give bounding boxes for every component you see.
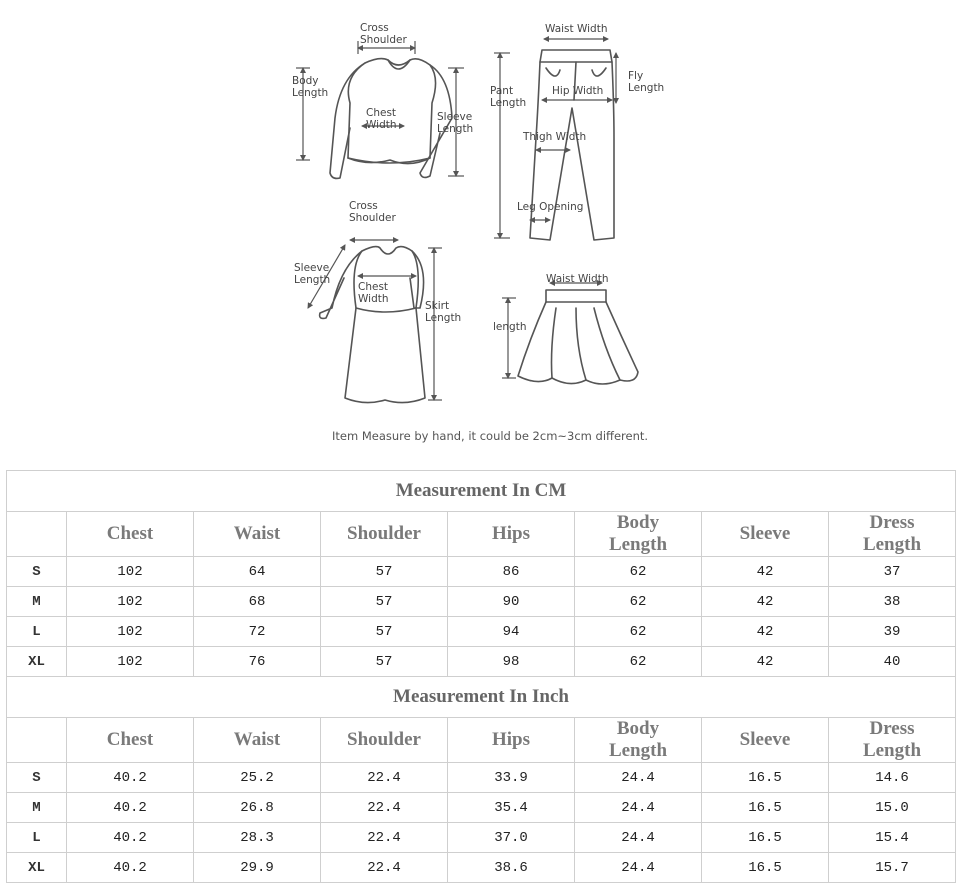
measurement-cell: 15.7 bbox=[829, 853, 956, 883]
measurement-cell: 62 bbox=[575, 557, 702, 587]
measurement-cell: 40.2 bbox=[67, 763, 194, 793]
column-header: Shoulder bbox=[321, 512, 448, 557]
measurement-cell: 86 bbox=[448, 557, 575, 587]
measurement-cell: 57 bbox=[321, 647, 448, 677]
measurement-cell: 15.4 bbox=[829, 823, 956, 853]
column-header: Dress Length bbox=[829, 718, 956, 763]
measurement-cell: 40.2 bbox=[67, 823, 194, 853]
measurement-cell: 25.2 bbox=[194, 763, 321, 793]
size-label: M bbox=[7, 587, 67, 617]
column-header: Chest bbox=[67, 718, 194, 763]
header-row bbox=[7, 512, 956, 557]
header-corner bbox=[7, 718, 67, 763]
measurement-cell: 16.5 bbox=[702, 763, 829, 793]
size-row bbox=[7, 557, 956, 587]
size-label: XL bbox=[7, 853, 67, 883]
skirt-illustration bbox=[518, 290, 638, 384]
measurement-diagram bbox=[280, 8, 690, 453]
measurement-cell: 39 bbox=[829, 617, 956, 647]
size-row bbox=[7, 763, 956, 793]
measure-note: Item Measure by hand, it could be 2cm~3cm different. bbox=[332, 429, 649, 443]
measurement-cell: 42 bbox=[702, 647, 829, 677]
label-skirt-length: Skirt Length bbox=[425, 300, 462, 324]
label-sleeve-length-dress: Sleeve Length bbox=[294, 262, 331, 286]
measurement-cell: 15.0 bbox=[829, 793, 956, 823]
measurement-cell: 62 bbox=[575, 647, 702, 677]
label-waist-width-skirt: Waist Width bbox=[546, 273, 609, 285]
label-body-length: Body Length bbox=[292, 75, 329, 99]
measurement-cell: 28.3 bbox=[194, 823, 321, 853]
measurement-cell: 22.4 bbox=[321, 793, 448, 823]
column-header: Sleeve bbox=[702, 512, 829, 557]
measurement-cell: 102 bbox=[67, 617, 194, 647]
measurement-cell: 102 bbox=[67, 557, 194, 587]
measurement-cell: 16.5 bbox=[702, 823, 829, 853]
measurement-cell: 102 bbox=[67, 587, 194, 617]
measurement-cell: 14.6 bbox=[829, 763, 956, 793]
column-header: Dress Length bbox=[829, 512, 956, 557]
column-header: Hips bbox=[448, 718, 575, 763]
measurement-cell: 40.2 bbox=[67, 793, 194, 823]
size-label: XL bbox=[7, 647, 67, 677]
measurement-cell: 37.0 bbox=[448, 823, 575, 853]
size-label: M bbox=[7, 793, 67, 823]
column-header: Shoulder bbox=[321, 718, 448, 763]
measurement-cell: 37 bbox=[829, 557, 956, 587]
measurement-cell: 102 bbox=[67, 647, 194, 677]
measurement-cell: 33.9 bbox=[448, 763, 575, 793]
measurement-cell: 24.4 bbox=[575, 793, 702, 823]
measurement-cell: 90 bbox=[448, 587, 575, 617]
column-header: Chest bbox=[67, 512, 194, 557]
size-table-inch bbox=[6, 676, 956, 883]
measurement-cell: 42 bbox=[702, 557, 829, 587]
label-pant-length: Pant Length bbox=[490, 85, 527, 109]
measurement-cell: 98 bbox=[448, 647, 575, 677]
measurement-cell: 38 bbox=[829, 587, 956, 617]
column-header: Body Length bbox=[575, 512, 702, 557]
column-header: Waist bbox=[194, 718, 321, 763]
size-label: S bbox=[7, 557, 67, 587]
measurement-cell: 64 bbox=[194, 557, 321, 587]
measurement-cell: 42 bbox=[702, 587, 829, 617]
measurement-cell: 42 bbox=[702, 617, 829, 647]
measurement-cell: 24.4 bbox=[575, 853, 702, 883]
measurement-cell: 94 bbox=[448, 617, 575, 647]
measurement-cell: 62 bbox=[575, 587, 702, 617]
label-leg-opening: Leg Opening bbox=[517, 201, 584, 213]
column-header: Waist bbox=[194, 512, 321, 557]
size-row bbox=[7, 853, 956, 883]
measurement-cell: 35.4 bbox=[448, 793, 575, 823]
measurement-cell: 16.5 bbox=[702, 853, 829, 883]
label-thigh-width: Thigh Width bbox=[523, 131, 587, 143]
label-hip-width: Hip Width bbox=[552, 85, 604, 97]
measurement-cell: 72 bbox=[194, 617, 321, 647]
table-title: Measurement In Inch bbox=[7, 677, 956, 718]
column-header: Hips bbox=[448, 512, 575, 557]
size-label: L bbox=[7, 617, 67, 647]
column-header: Body Length bbox=[575, 718, 702, 763]
column-header: Sleeve bbox=[702, 718, 829, 763]
measurement-cell: 26.8 bbox=[194, 793, 321, 823]
measurement-cell: 68 bbox=[194, 587, 321, 617]
measurement-cell: 16.5 bbox=[702, 793, 829, 823]
measurement-cell: 24.4 bbox=[575, 823, 702, 853]
label-cross-shoulder-top: Cross Shoulder bbox=[360, 22, 407, 46]
label-chest-width-dress: Chest Width bbox=[358, 281, 389, 305]
measurement-cell: 22.4 bbox=[321, 853, 448, 883]
measurement-cell: 57 bbox=[321, 587, 448, 617]
label-chest-width-top: Chest Width bbox=[366, 107, 397, 131]
label-fly-length: Fly Length bbox=[628, 70, 665, 94]
measurement-cell: 62 bbox=[575, 617, 702, 647]
measurement-cell: 22.4 bbox=[321, 823, 448, 853]
size-label: S bbox=[7, 763, 67, 793]
dress-illustration bbox=[320, 247, 425, 403]
label-waist-width-pants: Waist Width bbox=[545, 23, 608, 35]
size-table-cm bbox=[6, 470, 956, 677]
size-row bbox=[7, 647, 956, 677]
header-row bbox=[7, 718, 956, 763]
label-skirt-length-short: length bbox=[493, 321, 527, 333]
size-row bbox=[7, 587, 956, 617]
measurement-cell: 29.9 bbox=[194, 853, 321, 883]
label-sleeve-length-top: Sleeve Length bbox=[437, 111, 474, 135]
measurement-cell: 40.2 bbox=[67, 853, 194, 883]
measurement-cell: 40 bbox=[829, 647, 956, 677]
table-title: Measurement In CM bbox=[7, 471, 956, 512]
size-row bbox=[7, 617, 956, 647]
measurement-cell: 22.4 bbox=[321, 763, 448, 793]
header-corner bbox=[7, 512, 67, 557]
size-row bbox=[7, 793, 956, 823]
measurement-cell: 76 bbox=[194, 647, 321, 677]
size-row bbox=[7, 823, 956, 853]
measurement-cell: 38.6 bbox=[448, 853, 575, 883]
measurement-cell: 57 bbox=[321, 617, 448, 647]
label-cross-shoulder-dress: Cross Shoulder bbox=[349, 200, 396, 224]
size-label: L bbox=[7, 823, 67, 853]
measurement-cell: 57 bbox=[321, 557, 448, 587]
measurement-cell: 24.4 bbox=[575, 763, 702, 793]
